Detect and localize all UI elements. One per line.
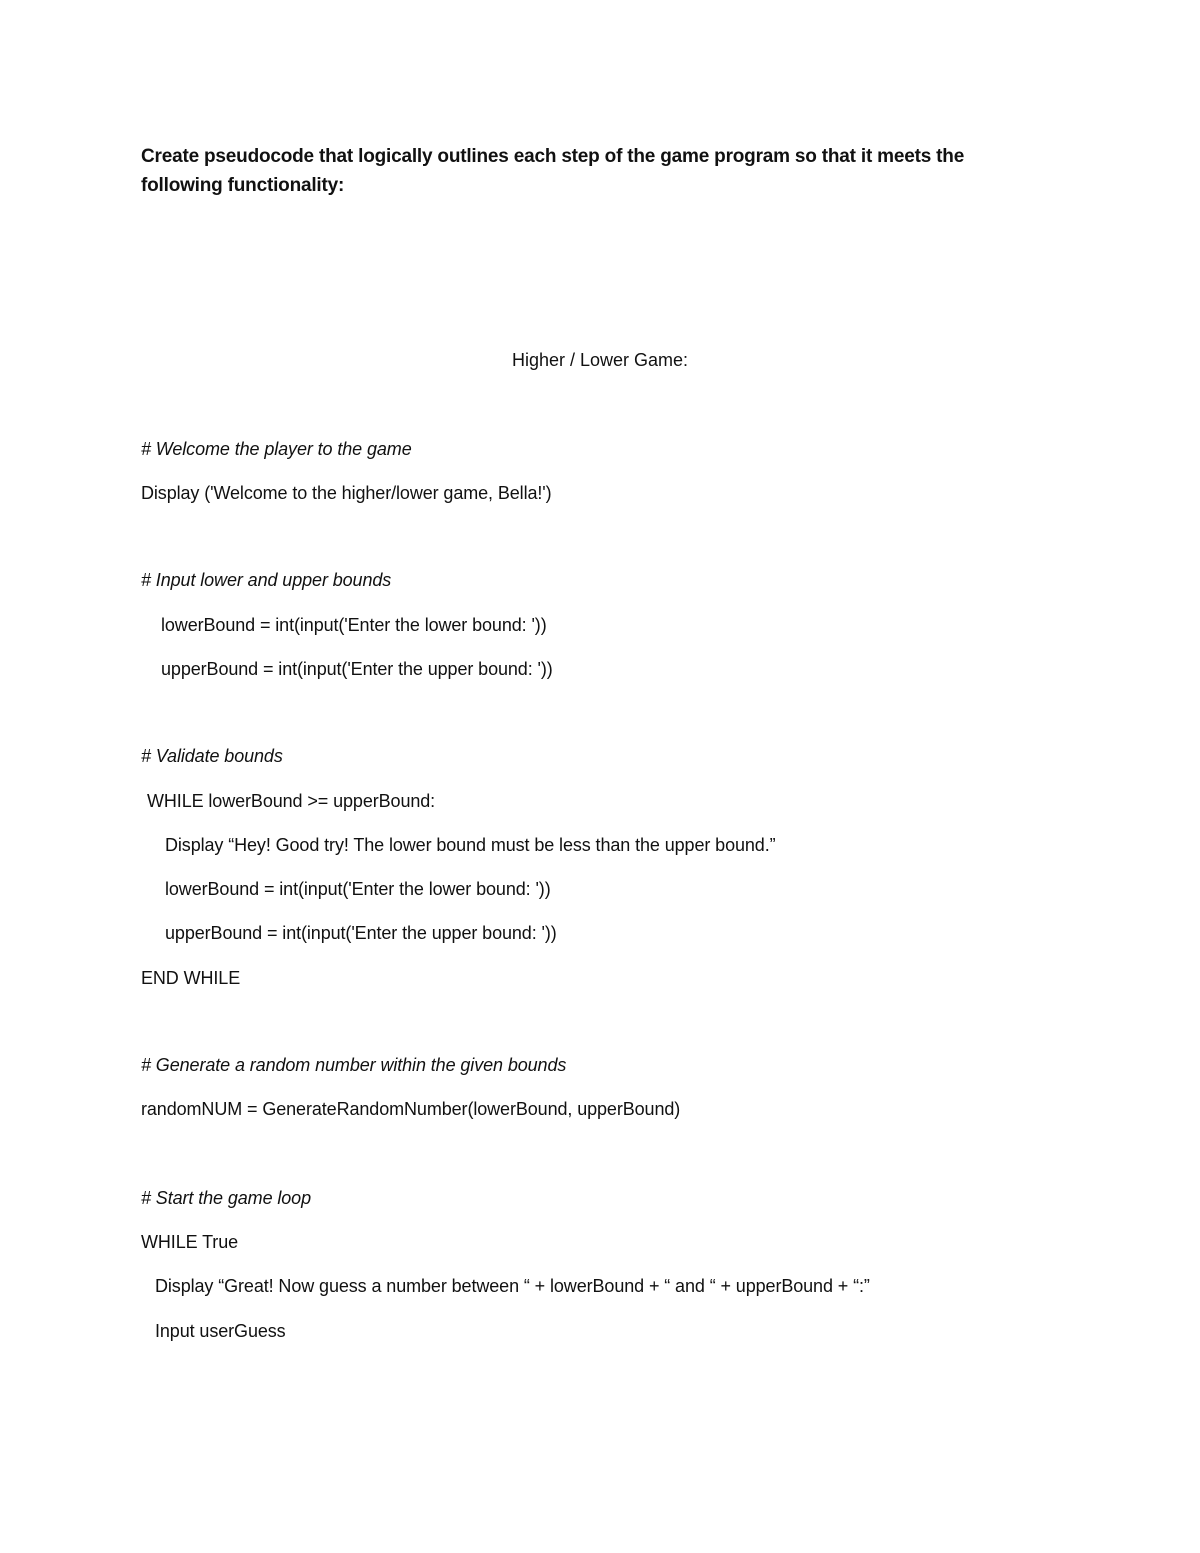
- comment-line: # Input lower and upper bounds: [141, 570, 392, 590]
- document-title: Higher / Lower Game:: [511, 350, 689, 370]
- code-line: WHILE lowerBound >= upperBound:: [147, 791, 436, 811]
- code-line: Input userGuess: [155, 1321, 286, 1341]
- comment-line: # Welcome the player to the game: [141, 439, 412, 459]
- code-line: Display “Great! Now guess a number between “ + lowerBound + “ and “ + upperBound + “:”: [155, 1276, 870, 1296]
- code-line: lowerBound = int(input('Enter the lower bound: ')): [165, 879, 551, 899]
- comment-line: # Start the game loop: [141, 1188, 312, 1208]
- code-line: lowerBound = int(input('Enter the lower bound: ')): [161, 615, 547, 635]
- code-line: upperBound = int(input('Enter the upper bound: ')): [165, 923, 557, 943]
- code-line: Display “Hey! Good try! The lower bound must be less than the upper bound.”: [165, 835, 776, 855]
- comment-line: # Generate a random number within the given bounds: [141, 1055, 567, 1075]
- code-line: WHILE True: [141, 1232, 239, 1252]
- code-line: Display ('Welcome to the higher/lower game, Bella!'): [141, 483, 552, 503]
- code-line: randomNUM = GenerateRandomNumber(lowerBound, upperBound): [141, 1099, 681, 1119]
- code-line: upperBound = int(input('Enter the upper bound: ')): [161, 659, 553, 679]
- code-line: END WHILE: [141, 968, 241, 988]
- comment-line: # Validate bounds: [141, 746, 283, 766]
- document-heading: Create pseudocode that logically outlines each step of the game program so that it meets the following functionality:: [141, 146, 965, 196]
